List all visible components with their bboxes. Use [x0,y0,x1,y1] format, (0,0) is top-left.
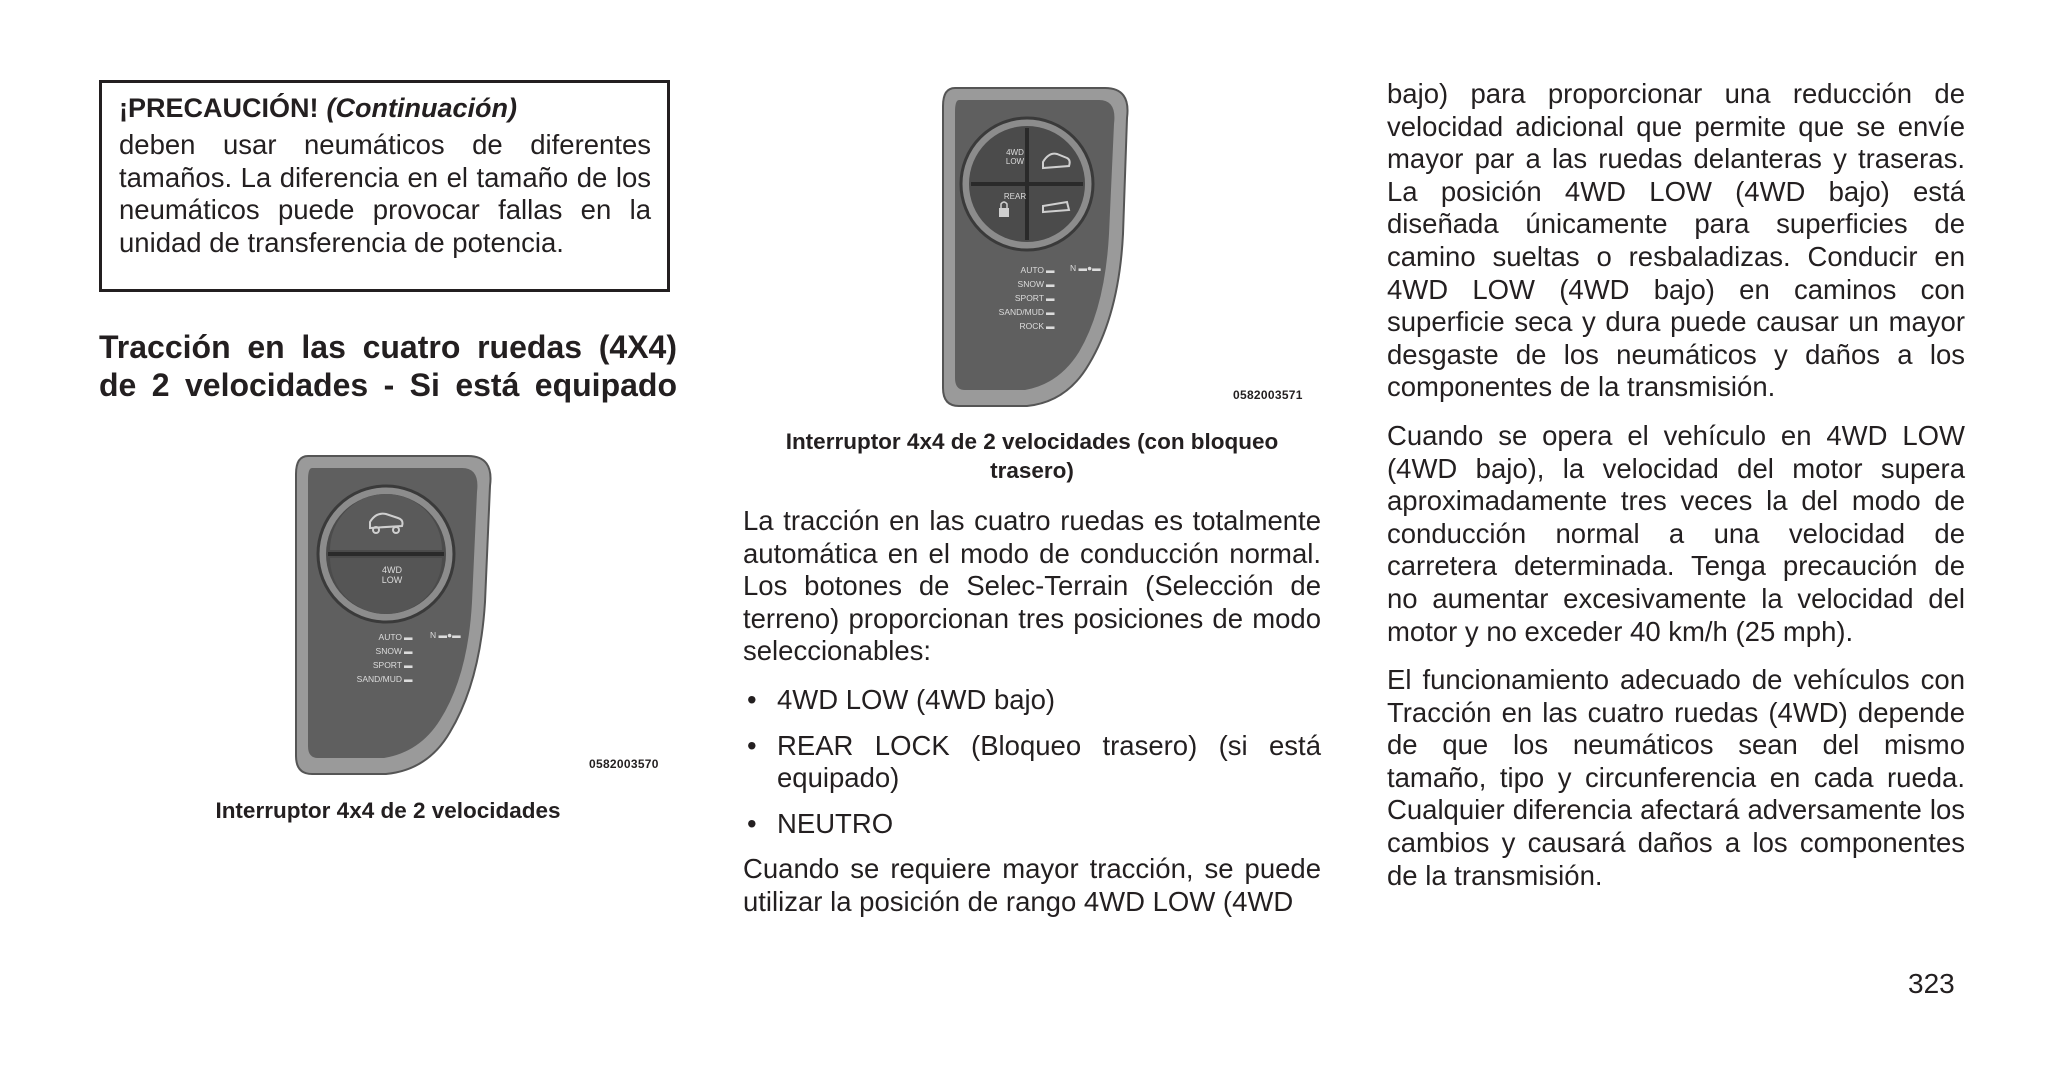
knob-label-4wd-low [370,565,414,585]
list-item [743,684,1321,717]
bullet-list [743,684,1321,840]
mode-label: ROCK [1019,321,1044,331]
bullet-icon: • [747,683,757,715]
knob-label-4wd-low [997,148,1033,166]
switch-panel-rear-lock-figure [937,84,1133,410]
mode-list [966,263,1044,333]
mode-label: SNOW [375,646,402,656]
paragraph: bajo) para proporcionar una reducción de velocidad adicional que permite que se envíe mayor par a las ruedas delanteras y traseras. La posición 4WD LOW (4WD bajo) está diseñada únicamente para superficies de camino sueltas o resbaladizas. Conducir en 4WD LOW (4WD bajo) en caminos con superficie seca y dura puede causar un mayor desgaste de los neumáticos y daños a los componentes de la transmisión. [1387,78,1965,403]
neutral-indicator: N ▬●▬ [430,630,461,640]
mode-label: AUTO [378,632,402,642]
list-item-text: REAR LOCK (Bloqueo trasero) (si está equipado) [777,729,1321,794]
list-item [743,730,1321,795]
section-title-line1: Tracción en las cuatro ruedas (4X4) [99,329,677,365]
section-title [99,328,677,404]
mode-label: SNOW [1017,279,1044,289]
figure-caption: Interruptor 4x4 de 2 velocidades [215,798,561,823]
caption-line2: trasero) [990,458,1074,483]
caution-title: ¡PRECAUCIÓN! [119,93,319,123]
bullet-icon: • [747,729,757,761]
list-item [743,808,1321,841]
caution-continued: (Continuación) [326,93,517,123]
mode-label: SPORT [1014,293,1044,303]
knob-label-rear: REAR [1003,192,1027,201]
knob-label-tl-1: 4WD [1006,148,1024,157]
neutral-label: N [430,630,437,640]
neutral-label: N [1070,263,1077,273]
knob-label-tl-2: LOW [1005,157,1025,166]
mode-label: SAND/MUD [356,674,402,684]
neutral-indicator: N ▬●▬ [1070,263,1101,273]
mode-indicators: ▬ ▬ ▬ ▬ [404,632,413,684]
column-2-text [743,505,1321,919]
mode-list [322,630,402,686]
figure-caption [743,427,1321,485]
paragraph: El funcionamiento adecuado de vehículos con Tracción en las cuatro ruedas (4WD) depende de que los neumáticos sean del mismo tamaño, tipo y circunferencia en cada rueda. Cualquier diferencia afectará adversamente los cambios y causará daños a los componentes de la transmisión. [1387,664,1965,891]
section-title-line2: de 2 velocidades - Si está equipado [99,367,677,403]
mode-label: AUTO [1020,265,1044,275]
knob-label-top: 4WD [382,565,402,575]
bullet-icon: • [747,807,757,839]
column-3-text [1387,78,1965,892]
list-item-text: 4WD LOW (4WD bajo) [777,683,1056,715]
mode-label: SPORT [372,660,402,670]
mode-indicators: ▬ ▬ ▬ ▬ ▬ [1046,265,1055,331]
switch-panel-figure [290,452,496,778]
mode-label: SAND/MUD [998,307,1044,317]
page-number: 323 [1908,968,1955,999]
image-code: 0582003570 [589,757,659,771]
caution-text: deben usar neumáticos de diferentes tamaños. La diferencia en el tamaño de los neumáticos puede provocar fallas en la unidad de transferencia de potencia. [119,129,651,258]
image-code: 0582003571 [1233,388,1303,402]
knob-label-bottom: LOW [381,575,403,585]
paragraph: Cuando se requiere mayor tracción, se puede utilizar la posición de rango 4WD LOW (4WD [743,853,1321,917]
paragraph: La tracción en las cuatro ruedas es totalmente automática en el modo de conducción normal. Los botones de Selec-Terrain (Selección de terreno) proporcionan tres posiciones de modo seleccionables: [743,505,1321,667]
paragraph: Cuando se opera el vehículo en 4WD LOW (4WD bajo), la velocidad del motor supera aproximadamente tres veces la del modo de conducción normal a una velocidad de carretera determinada. Tenga precaución de no aumentar excesivamente la velocidad del motor y no exceder 40 km/h (25 mph). [1387,419,1965,647]
caution-heading [119,91,651,125]
list-item-text: NEUTRO [777,807,894,839]
caption-line1: Interruptor 4x4 de 2 velocidades (con bloqueo [785,429,1279,454]
caution-box [99,80,670,292]
